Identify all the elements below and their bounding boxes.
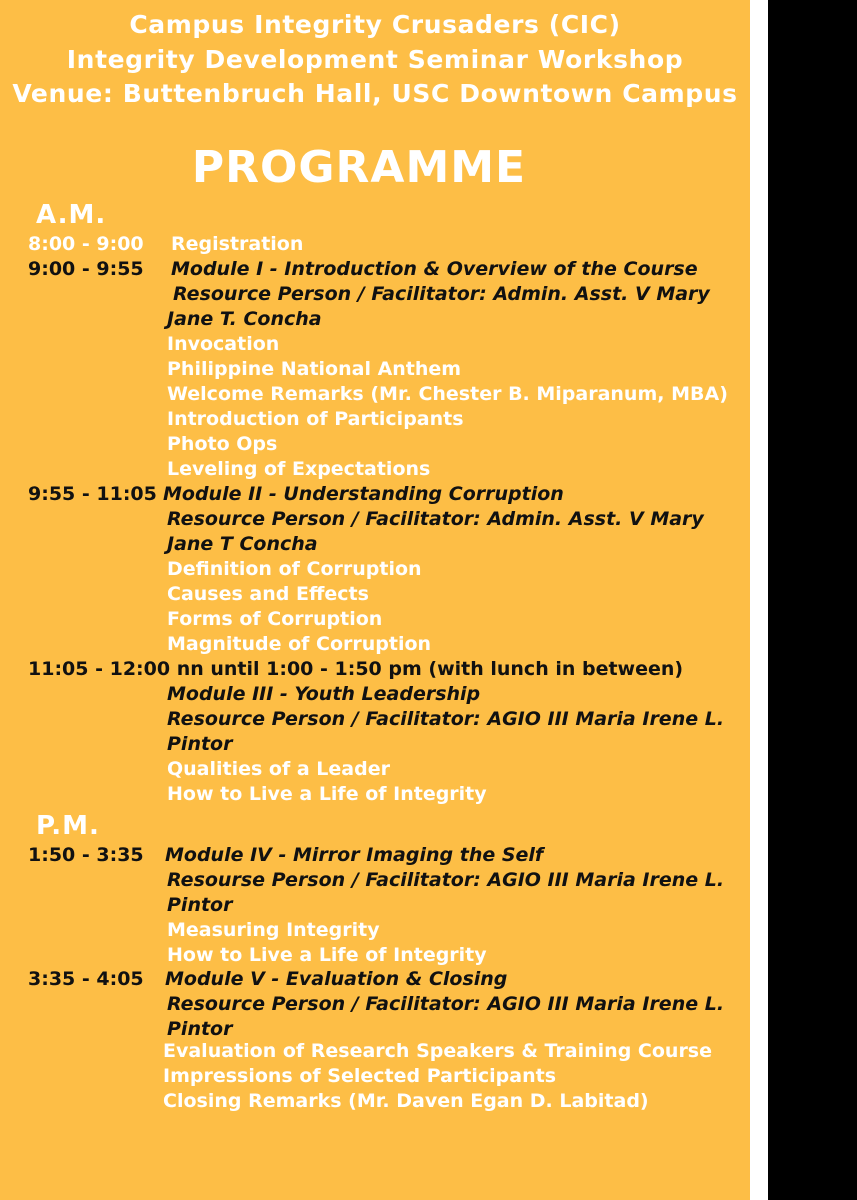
module-3-resource-person-cont: Pintor: [167, 733, 233, 755]
module-3-title: Module III - Youth Leadership: [167, 683, 481, 705]
module-2-resource-person-cont: Jane T Concha: [167, 533, 318, 555]
module-5-item: Impressions of Selected Participants: [163, 1065, 557, 1087]
module-2-title: Module II - Understanding Corruption: [163, 483, 564, 505]
registration-time: 8:00 - 9:00: [28, 233, 144, 255]
module-5-resource-person-cont: Pintor: [167, 1018, 233, 1040]
module-5-item: Closing Remarks (Mr. Daven Egan D. Labitad): [163, 1090, 649, 1112]
module-2-item: Magnitude of Corruption: [167, 633, 432, 655]
module-1-title: Module I - Introduction & Overview of the Course: [171, 258, 698, 280]
module-3-item: Qualities of a Leader: [167, 758, 390, 780]
module-5-item: Evaluation of Research Speakers & Training Course: [163, 1040, 713, 1062]
am-label: A.M.: [36, 200, 107, 230]
org-name: Campus Integrity Crusaders (CIC): [129, 10, 621, 39]
module-4-item: How to Live a Life of Integrity: [167, 944, 487, 966]
module-5-title: Module V - Evaluation & Closing: [165, 968, 508, 990]
module-3-item: How to Live a Life of Integrity: [167, 783, 487, 805]
module-1-item: Welcome Remarks (Mr. Chester B. Miparanum, MBA): [167, 383, 728, 405]
module-2-item: Causes and Effects: [167, 583, 369, 605]
module-5-resource-person: Resource Person / Facilitator: AGIO III Maria Irene L.: [167, 993, 725, 1015]
module-1-item: Invocation: [167, 333, 280, 355]
black-side-bar: [768, 0, 857, 1200]
module-3-resource-person: Resource Person / Facilitator: AGIO III Maria Irene L.: [167, 708, 725, 730]
module-4-title: Module IV - Mirror Imaging the Self: [165, 844, 544, 866]
module-1-item: Introduction of Participants: [167, 408, 464, 430]
module-1-item: Leveling of Expectations: [167, 458, 431, 480]
module-4-item: Measuring Integrity: [167, 919, 380, 941]
module-4-resource-person-cont: Pintor: [167, 894, 233, 916]
module-1-resource-person: Resource Person / Facilitator: Admin. Asst. V Mary: [173, 283, 710, 305]
programme-title: PROGRAMME: [191, 142, 527, 193]
module-5-time: 3:35 - 4:05: [28, 968, 144, 990]
module-2-item: Forms of Corruption: [167, 608, 383, 630]
page-gap: [750, 0, 768, 1200]
module-2-resource-person: Resource Person / Facilitator: Admin. Asst. V Mary: [167, 508, 704, 530]
registration-label: Registration: [171, 233, 304, 255]
module-3-time: 11:05 - 12:00 nn until 1:00 - 1:50 pm (with lunch in between): [28, 658, 684, 680]
module-2-item: Definition of Corruption: [167, 558, 422, 580]
module-4-resource-person: Resourse Person / Facilitator: AGIO III Maria Irene L.: [167, 869, 725, 891]
venue: Venue: Buttenbruch Hall, USC Downtown Campus: [12, 79, 738, 108]
event-title: Integrity Development Seminar Workshop: [66, 45, 684, 74]
module-2-time: 9:55 - 11:05: [28, 483, 157, 505]
pm-label: P.M.: [36, 811, 100, 841]
module-1-time: 9:00 - 9:55: [28, 258, 144, 280]
module-4-time: 1:50 - 3:35: [28, 844, 144, 866]
module-1-item: Philippine National Anthem: [167, 358, 462, 380]
module-1-resource-person-cont: Jane T. Concha: [167, 308, 322, 330]
module-1-item: Photo Ops: [167, 433, 278, 455]
